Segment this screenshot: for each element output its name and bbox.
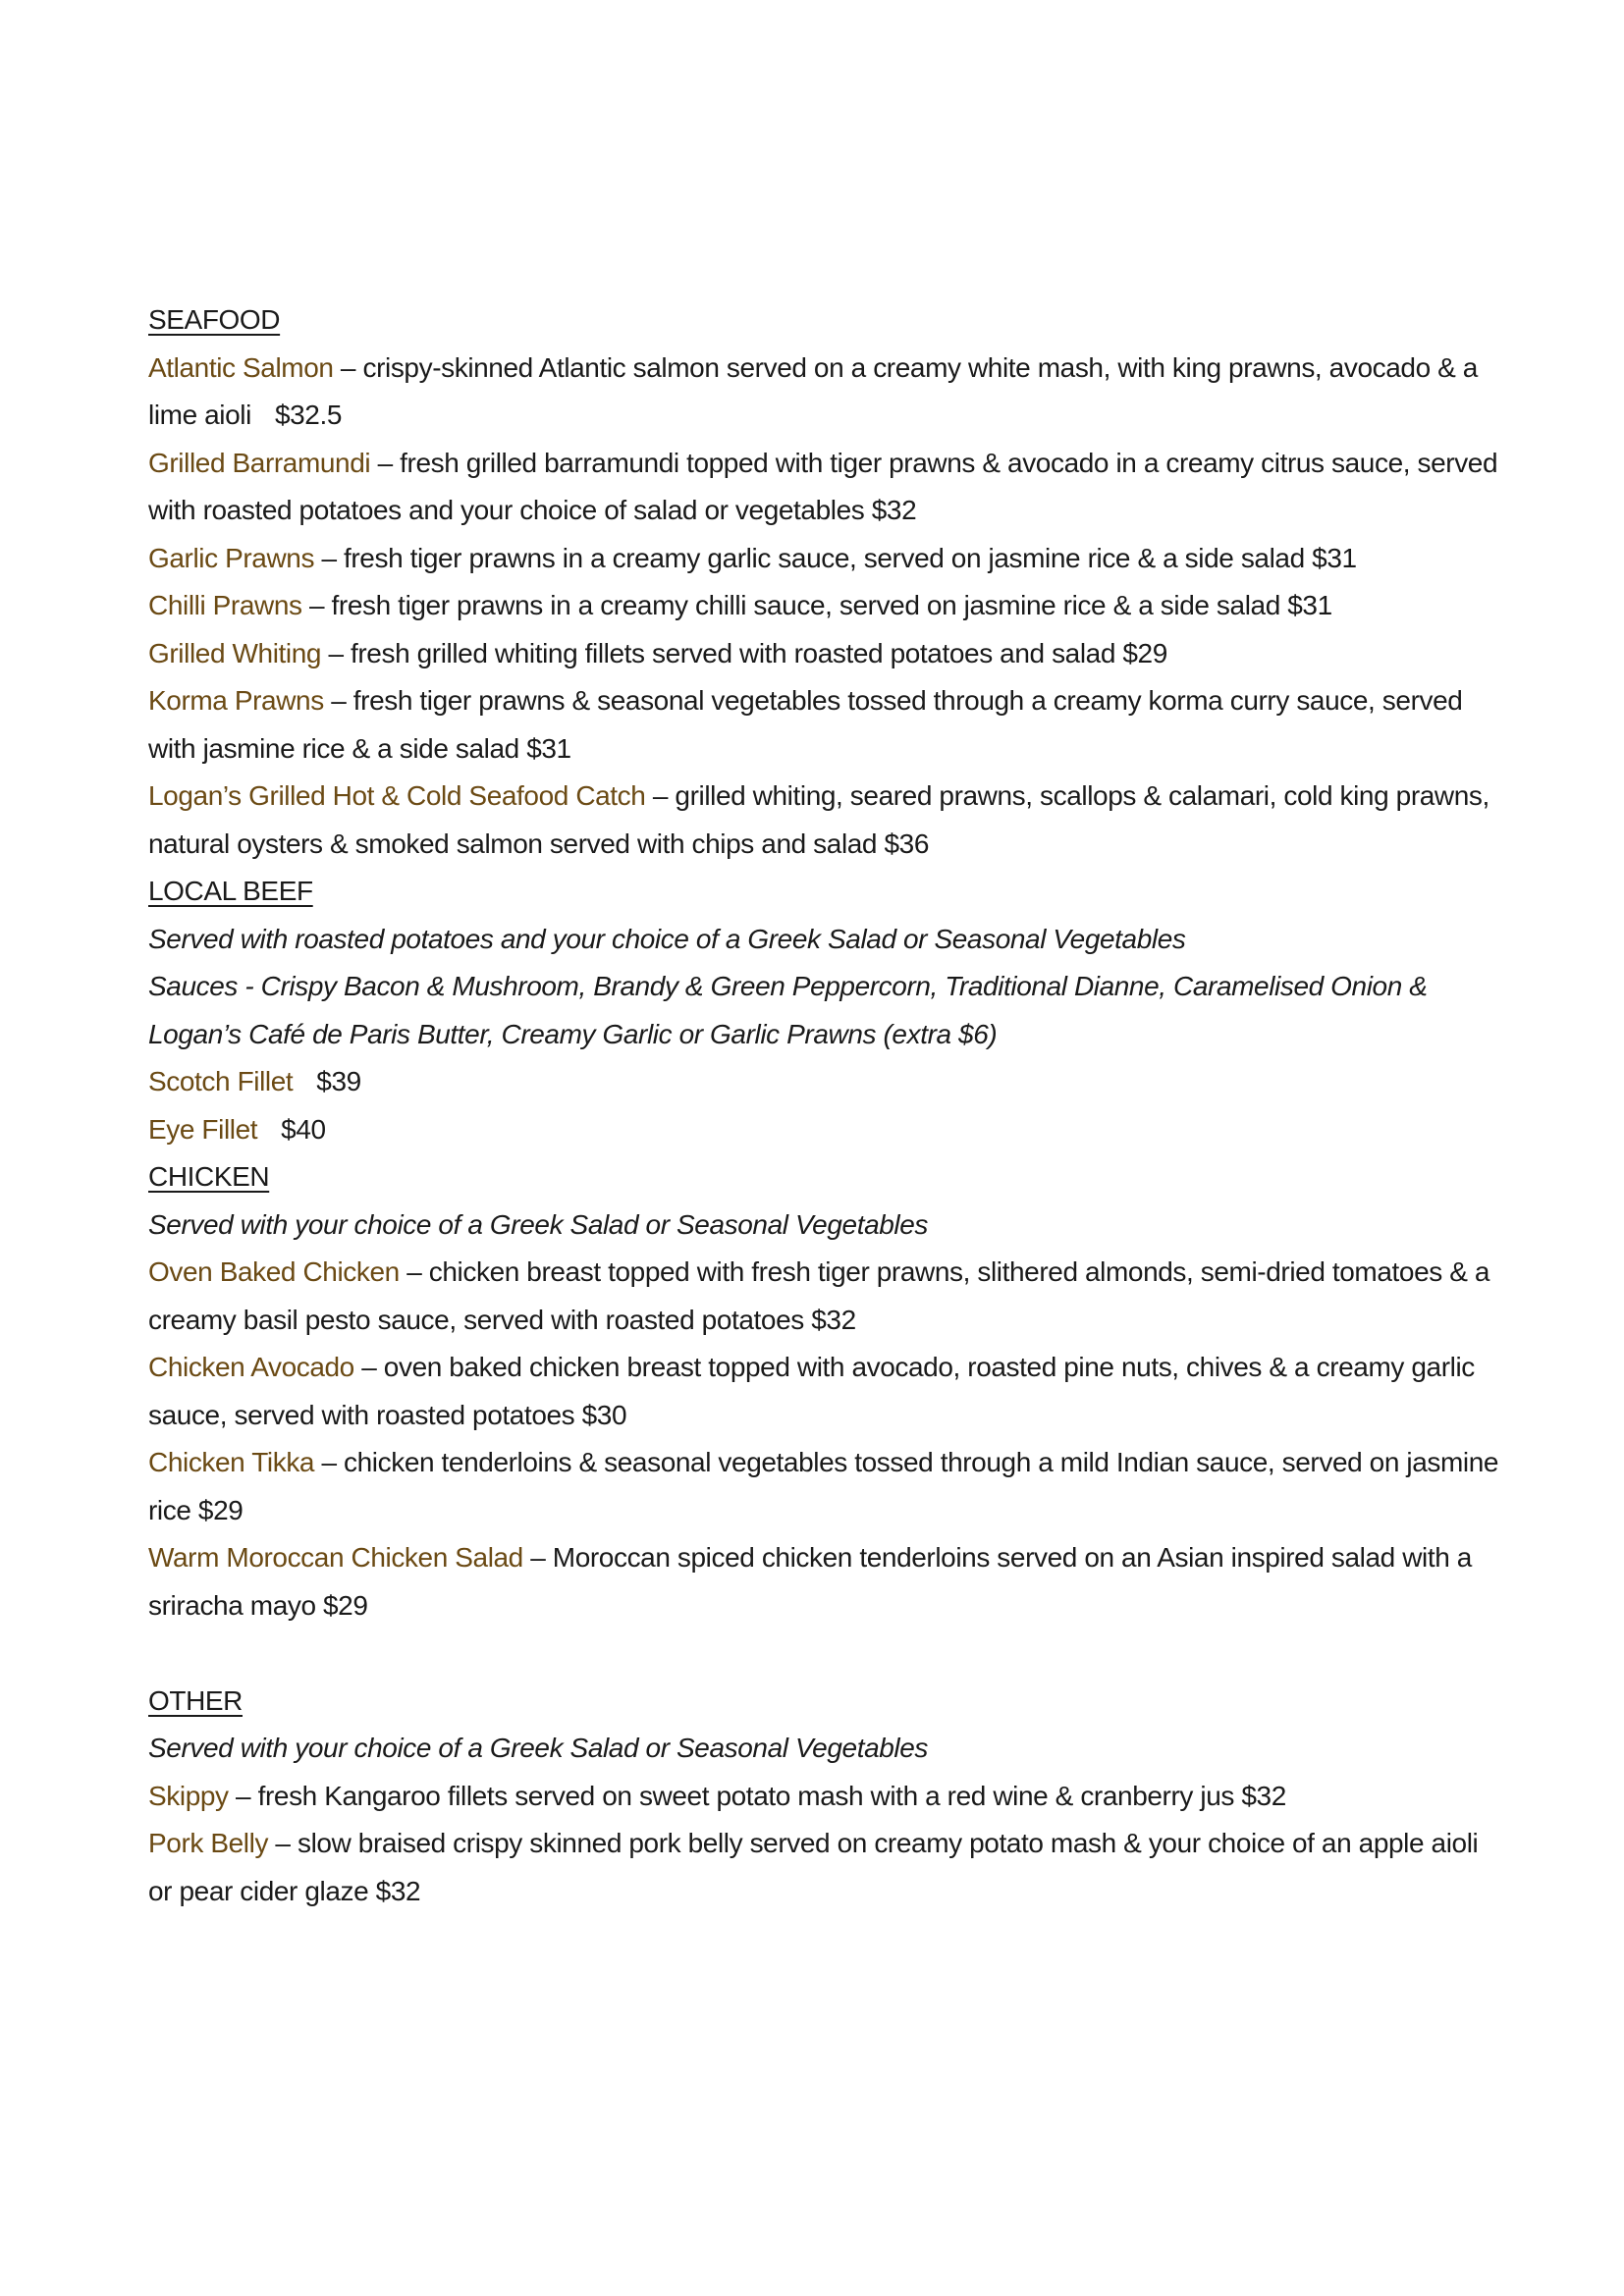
menu-item [148, 677, 1503, 773]
section-title-other: OTHER [148, 1684, 244, 1716]
item-description: – chicken breast topped with fresh tiger prawns, slithered almonds, semi-dried tomatoes & a creamy basil pesto sauce, served with roasted potatoes $32 [148, 1256, 1490, 1335]
item-name: Grilled Barramundi [148, 447, 371, 478]
item-name: Chicken Avocado [148, 1352, 354, 1382]
item-description: – fresh tiger prawns & seasonal vegetables tossed through a creamy korma curry sauce, served with jasmine rice & a side salad $31 [148, 685, 1463, 764]
menu-item [148, 582, 1503, 630]
item-name: Chicken Tikka [148, 1447, 315, 1477]
item-description: – fresh Kangaroo fillets served on sweet potato mash with a red wine & cranberry jus $32 [228, 1780, 1286, 1811]
item-name: Scotch Fillet [148, 1066, 294, 1096]
spacer [148, 1629, 1503, 1678]
item-name: Warm Moroccan Chicken Salad [148, 1542, 523, 1573]
menu-item [148, 1106, 1503, 1154]
menu-item [148, 630, 1503, 678]
section-note: Served with roasted potatoes and your choice of a Greek Salad or Seasonal Vegetables [148, 923, 1186, 954]
menu-item [148, 1058, 1503, 1106]
item-description: – fresh grilled whiting fillets served with roasted potatoes and salad $29 [321, 637, 1167, 668]
item-name: Korma Prawns [148, 685, 324, 716]
item-description: – grilled whiting, seared prawns, scallops & calamari, cold king prawns, natural oysters & smoked salmon served with chips and salad $36 [148, 780, 1489, 859]
menu-item [148, 440, 1503, 535]
item-name: Eye Fillet [148, 1113, 258, 1145]
item-description: – chicken tenderloins & seasonal vegetables tossed through a mild Indian sauce, served on jasmine rice $29 [148, 1447, 1499, 1525]
menu-item [148, 1439, 1503, 1534]
section-title-chicken: CHICKEN [148, 1161, 270, 1192]
menu-item [148, 773, 1503, 868]
item-name: Grilled Whiting [148, 637, 322, 668]
section-note: Served with your choice of a Greek Salad or Seasonal Vegetables [148, 1733, 929, 1763]
section-note: Served with your choice of a Greek Salad or Seasonal Vegetables [148, 1208, 929, 1240]
menu-item [148, 535, 1503, 583]
sauces-note: Sauces - Crispy Bacon & Mushroom, Brandy & Green Peppercorn, Traditional Dianne, Caramelised Onion & Logan’s Café de Paris Butter, Creamy Garlic or Garlic Prawns (extra $6) [148, 971, 1428, 1049]
item-name: Logan’s Grilled Hot & Cold Seafood Catch [148, 780, 646, 811]
item-name: Oven Baked Chicken [148, 1256, 400, 1287]
item-price: $39 [316, 1066, 361, 1096]
menu-item [148, 1820, 1503, 1915]
menu-item [148, 345, 1503, 440]
item-description: – crispy-skinned Atlantic salmon served on a creamy white mash, with king prawns, avocado & a lime aioli [148, 351, 1478, 430]
item-price: $32.5 [274, 400, 343, 430]
section-title-local-beef: LOCAL BEEF [148, 876, 313, 906]
section-title-seafood: SEAFOOD [148, 304, 281, 335]
item-description: – fresh tiger prawns in a creamy garlic sauce, served on jasmine rice & a side salad $31 [314, 542, 1357, 573]
menu-item [148, 1249, 1503, 1344]
item-name: Garlic Prawns [148, 542, 315, 573]
item-description: – oven baked chicken breast topped with avocado, roasted pine nuts, chives & a creamy garlic sauce, served with roasted potatoes $30 [148, 1352, 1475, 1430]
item-name: Skippy [148, 1780, 229, 1811]
item-name: Atlantic Salmon [148, 351, 334, 383]
item-description: – fresh tiger prawns in a creamy chilli sauce, served on jasmine rice & a side salad $31 [301, 590, 1332, 620]
menu-item [148, 1344, 1503, 1439]
item-description: – fresh grilled barramundi topped with tiger prawns & avocado in a creamy citrus sauce, served with roasted potatoes and your choice of salad or vegetables $32 [148, 447, 1498, 525]
item-name: Pork Belly [148, 1828, 269, 1858]
item-price: $40 [281, 1113, 326, 1145]
menu-page [148, 296, 1503, 1915]
item-description: – slow braised crispy skinned pork belly served on creamy potato mash & your choice of an apple aioli or pear cider glaze $32 [148, 1828, 1479, 1906]
menu-item [148, 1773, 1503, 1821]
menu-item [148, 1534, 1503, 1629]
item-description: – Moroccan spiced chicken tenderloins served on an Asian inspired salad with a sriracha mayo $29 [148, 1542, 1472, 1621]
item-name: Chilli Prawns [148, 590, 302, 620]
